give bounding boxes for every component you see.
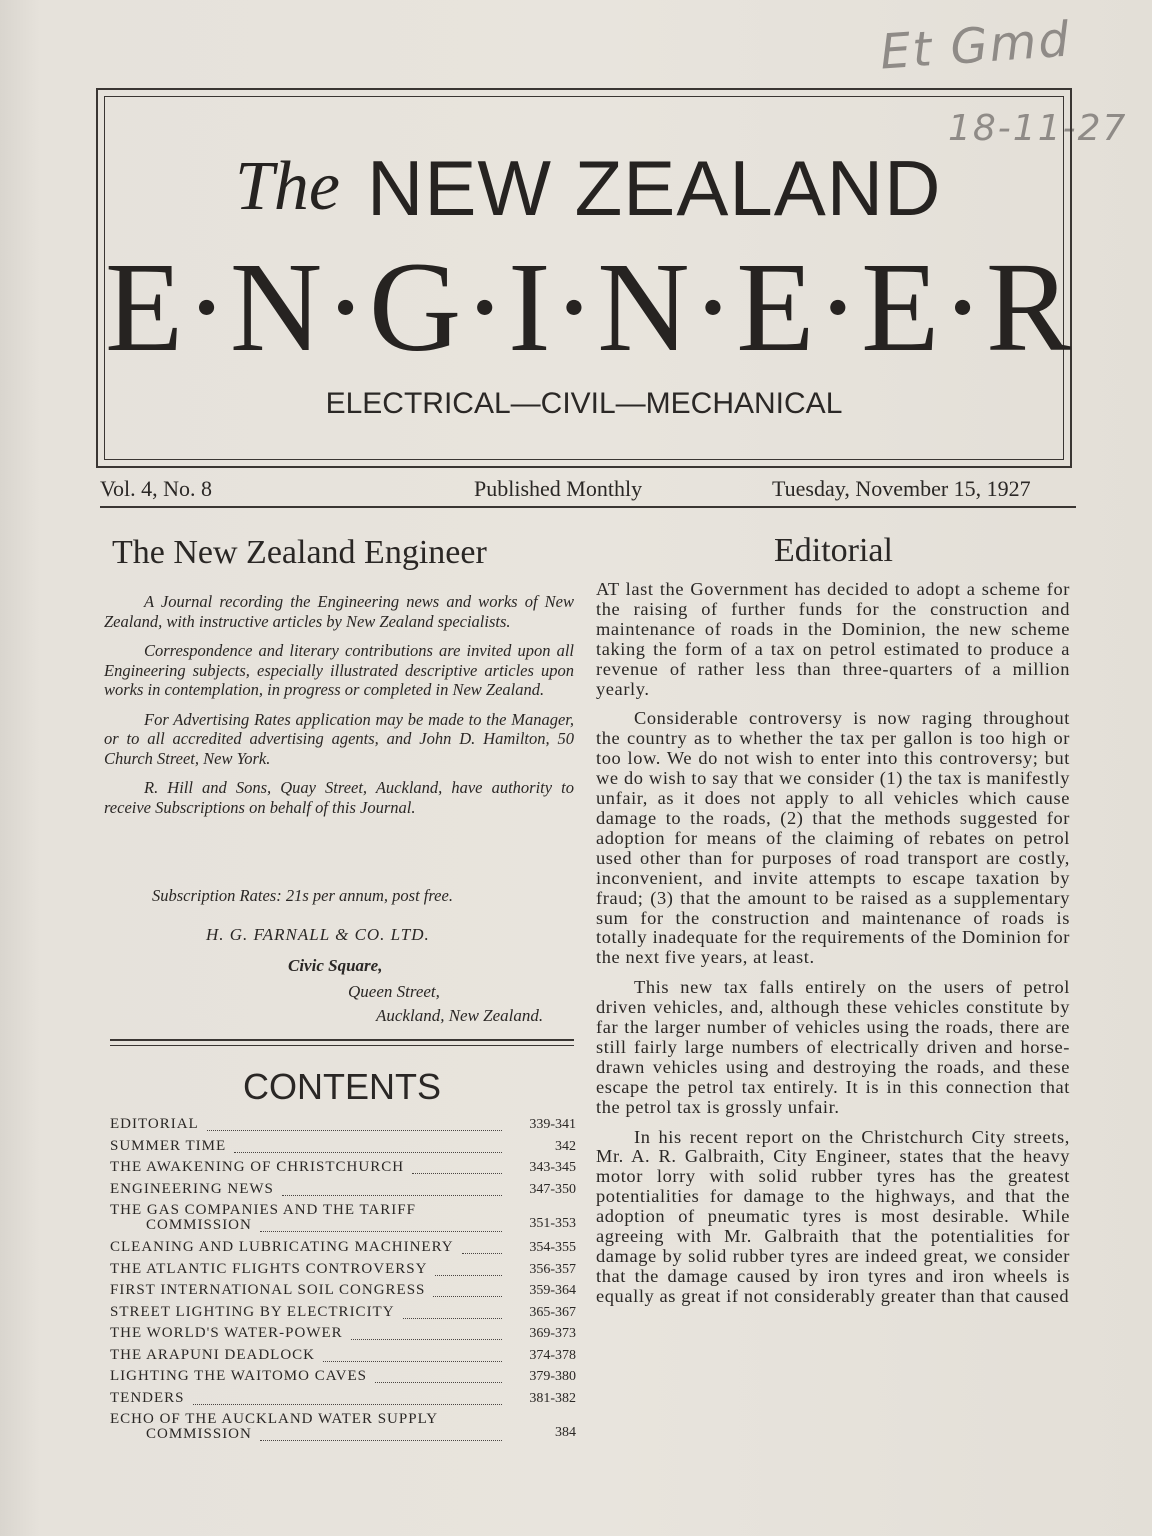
editorial-paragraph: Considerable controversy is now raging throughout the country as to whether the tax per gallon is too high or too low. We do not wish to enter into this controversy; but we do wish to say that we consider (1) the tax is manifestly unfair, as it does not apply to all vehicles which cause damage to the roads, (2) that the methods suggested for adoption for means of the claiming of rebates on petrol used other than for purposes of road transport are costly, inconvenient, and invite attempts to escape taxation by fraud; (3) that the amount to be raised as a supplementary sum for the construction and maintenance of roads is totally inadequate for the requirements of the Dominion for the next five years, at least. [596,708,1070,968]
contents-item-leader [260,1440,502,1441]
contents-item-pages: 354-355 [529,1240,576,1255]
contents-item-pages: 351-353 [529,1216,576,1231]
publication-frequency: Published Monthly [474,476,643,501]
contents-item [110,1116,576,1138]
contents-item [110,1261,576,1283]
contents-item-leader [412,1173,502,1174]
contents-item-pages: 369-373 [529,1326,576,1341]
contents-item-title: THE AWAKENING OF CHRISTCHURCH [110,1159,405,1175]
contents-item-title: ENGINEERING NEWS [110,1180,274,1197]
contents-item [110,1347,576,1369]
publisher-address-line: Civic Square, [288,956,383,975]
contents-item-pages: 365-367 [529,1304,576,1320]
section-rule [110,1039,574,1041]
journal-heading: The New Zealand Engineer [112,534,487,571]
masthead-new-zealand: NEW ZEALAND [367,144,942,232]
contents-item-leader [435,1275,502,1276]
publisher-name: H. G. FARNALL & CO. LTD. [206,925,430,944]
contents-item-leader [323,1361,502,1362]
contents-item-leader [351,1339,502,1340]
contents-item-pages: 381-382 [529,1390,576,1406]
volume-number: Vol. 4, No. 8 [100,476,213,501]
contents-item-title: FIRST INTERNATIONAL SOIL CONGRESS [110,1282,426,1298]
contents-item-title: LIGHTING THE WAITOMO CAVES [110,1368,367,1384]
contents-item-pages: 343-345 [529,1160,576,1175]
description-paragraph: Correspondence and literary contributions are invited upon all Engineering subjects, especially illustrated descriptive articles upon works in contemplation, in progress or completed in New Zealand. [104,641,574,699]
contents-item-pages: 339-341 [529,1117,576,1132]
masthead-subtitle: ELECTRICAL—CIVIL—MECHANICAL [325,387,843,420]
contents-item-leader [375,1382,502,1383]
contents-item [110,1411,576,1448]
contents-item [110,1138,576,1160]
masthead-the: The [235,148,340,225]
section-rule [110,1045,574,1046]
contents-item-title: STREET LIGHTING BY ELECTRICITY [110,1303,395,1320]
contents-item-title: THE ARAPUNI DEADLOCK [110,1346,315,1363]
description-paragraph: For Advertising Rates application may be made to the Manager, or to all accredited advertising agents, and John D. Hamilton, 50 Church Street, New York. [104,709,574,768]
contents-item-pages: 379-380 [529,1369,576,1384]
editorial-paragraph: AT last the Government has decided to adopt a scheme for the raising of further funds for the construction and maintenance of roads in the Dominion, the new scheme taking the form of a tax on petrol estimated to produce a revenue of rather less than three-quarters of a million yearly. [596,579,1070,699]
contents-list [110,1116,576,1448]
contents-item-leader [207,1130,502,1131]
handwritten-date: 18-11-27 [948,108,1128,149]
description-paragraph: R. Hill and Sons, Quay Street, Auckland, have authority to receive Subscriptions on behalf of this Journal. [104,778,574,817]
contents-item-title: CLEANING AND LUBRICATING MACHINERY [110,1239,454,1255]
contents-item-title-continued: COMMISSION [146,1217,252,1233]
dateline-rule [100,506,1076,508]
contents-item-leader [193,1404,503,1405]
contents-item-title-continued: COMMISSION [146,1426,252,1442]
contents-item-title: EDITORIAL [110,1116,199,1132]
contents-item-title: THE GAS COMPANIES AND THE TARIFF [110,1202,416,1218]
contents-item-title: ECHO OF THE AUCKLAND WATER SUPPLY [110,1411,439,1427]
contents-item [110,1368,576,1390]
contents-item-title: THE ATLANTIC FLIGHTS CONTROVERSY [110,1260,428,1277]
issue-date: Tuesday, November 15, 1927 [772,476,1031,501]
contents-item-pages: 342 [555,1138,576,1154]
contents-item [110,1325,576,1347]
contents-item-title: SUMMER TIME [110,1137,227,1154]
contents-item-leader [433,1296,502,1297]
editorial-paragraph: In his recent report on the Christchurch City streets, Mr. A. R. Galbraith, City Engineer, states that the heavy motor lorry with solid rubber tyres has the greatest potentialities for damage to the highways, and that the adoption of pneumatic tyres is most desirable. While agreeing with Mr. Galbraith that the potentialities for damage by solid rubber tyres are indeed great, we consider that the damage caused by iron tyres and iron wheels is equally as great if not considerably greater than that caused [596,1126,1070,1306]
contents-item [110,1282,576,1304]
dateline [100,476,1076,510]
contents-item-title: THE WORLD'S WATER-POWER [110,1325,343,1341]
publisher-address-line: Queen Street, [348,982,440,1001]
contents-item-leader [462,1253,502,1254]
journal-description [104,592,574,827]
contents-item [110,1181,576,1203]
contents-item [110,1202,576,1239]
contents-item-leader [282,1195,502,1196]
contents-item [110,1239,576,1261]
contents-heading: CONTENTS [243,1066,441,1107]
contents-item-pages: 384 [555,1425,576,1440]
contents-item-pages: 359-364 [529,1283,576,1298]
contents-item [110,1159,576,1181]
contents-item-leader [234,1152,502,1153]
editorial-heading: Editorial [774,532,893,569]
contents-item-leader [260,1231,502,1232]
subscription-rates: Subscription Rates: 21s per annum, post free. [152,886,453,905]
contents-item-pages: 347-350 [529,1181,576,1197]
publisher-address-line: Auckland, New Zealand. [376,1006,544,1025]
editorial-paragraph: This new tax falls entirely on the users of petrol driven vehicles, and, although these vehicles constitute by far the larger number of vehicles using the roads, there are still fairly large numbers of electrically driven and horse-drawn vehicles using and destroying the roads, and these escape the petrol tax entirely. It is in this connection that the petrol tax is grossly unfair. [596,977,1070,1117]
contents-item [110,1304,576,1326]
handwritten-signature: Et Gmd [878,11,1073,81]
description-paragraph: A Journal recording the Engineering news and works of New Zealand, with instructive articles by New Zealand specialists. [104,592,574,631]
contents-item-pages: 374-378 [529,1347,576,1363]
contents-item-title: TENDERS [110,1389,185,1406]
masthead [96,88,1072,468]
contents-item-pages: 356-357 [529,1261,576,1277]
contents-item-leader [403,1318,502,1319]
masthead-engineer: E·N·G·I·N·E·E·R [105,236,1074,378]
editorial-body [596,580,1070,1317]
contents-item [110,1390,576,1412]
masthead-inner-border [104,96,1074,460]
